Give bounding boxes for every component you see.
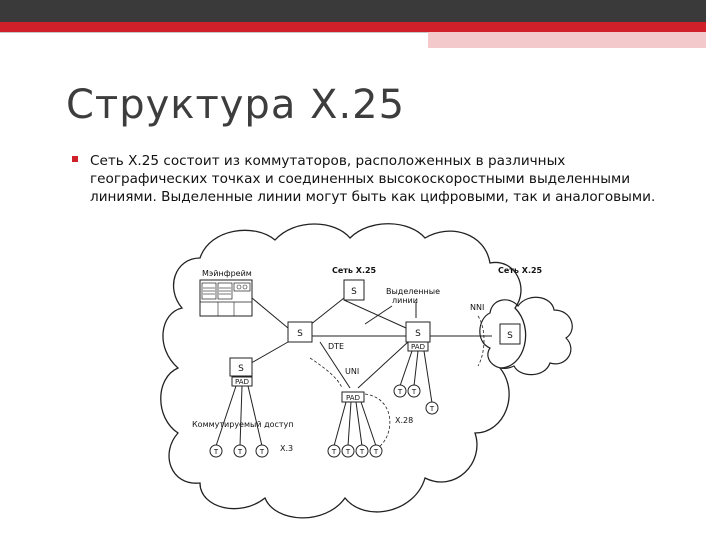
svg-text:T: T — [429, 405, 435, 413]
svg-text:S: S — [415, 329, 421, 339]
svg-text:T: T — [345, 448, 351, 456]
slide-title: Структура Х.25 — [66, 82, 406, 128]
svg-text:S: S — [507, 331, 513, 341]
svg-text:T: T — [373, 448, 379, 456]
svg-text:T: T — [397, 388, 403, 396]
svg-text:T: T — [259, 448, 265, 456]
x3-label: X.3 — [280, 444, 294, 453]
leased-lines-label-2: линии — [392, 296, 418, 305]
switch-top — [344, 280, 364, 300]
bullet-marker — [72, 156, 78, 162]
dialup-label: Коммутируемый доступ — [192, 420, 294, 429]
header-bar-accent — [428, 32, 706, 48]
diagram-svg — [160, 218, 580, 534]
x28-dashed-arc — [365, 394, 390, 446]
header-divider — [0, 32, 428, 33]
uni-label: UNI — [345, 367, 360, 376]
svg-text:S: S — [351, 287, 357, 297]
switch-left — [230, 358, 252, 376]
bullet-text: Сеть Х.25 состоит из коммутаторов, расположенных в различных географических точках и соединенных высокоскоростными выделенными линиями. Выделенные линии могут быть как цифровыми, так и аналоговыми. — [90, 153, 656, 205]
leased-lines-label: Выделенные — [386, 287, 440, 296]
pad-left — [232, 377, 252, 386]
svg-text:T: T — [237, 448, 243, 456]
network-label-remote: Сеть Х.25 — [498, 266, 543, 275]
svg-text:T: T — [411, 388, 417, 396]
svg-text:PAD: PAD — [235, 378, 249, 386]
header-bar-red — [0, 22, 706, 32]
pad-center — [342, 392, 364, 402]
mainframe — [200, 280, 252, 316]
switch-right — [406, 322, 430, 342]
svg-text:T: T — [213, 448, 219, 456]
svg-text:S: S — [297, 329, 303, 339]
x28-label: X.28 — [395, 416, 414, 425]
dte-label: DTE — [328, 342, 345, 351]
x25-network-diagram — [160, 218, 580, 534]
network-links — [246, 298, 492, 388]
svg-text:T: T — [359, 448, 365, 456]
uni-dashed-arc — [310, 358, 342, 388]
svg-text:S: S — [238, 364, 244, 374]
network-label-main: Сеть Х.25 — [332, 266, 377, 275]
bullet-item — [72, 152, 662, 206]
switch-remote — [500, 324, 520, 344]
svg-text:PAD: PAD — [411, 343, 425, 351]
mainframe-label: Мэйнфрейм — [202, 269, 252, 278]
header-bar-dark — [0, 0, 706, 22]
svg-text:T: T — [331, 448, 337, 456]
switch-center — [288, 322, 312, 342]
pad-right — [408, 342, 428, 351]
svg-text:PAD: PAD — [346, 394, 360, 402]
nni-label: NNI — [470, 303, 485, 312]
